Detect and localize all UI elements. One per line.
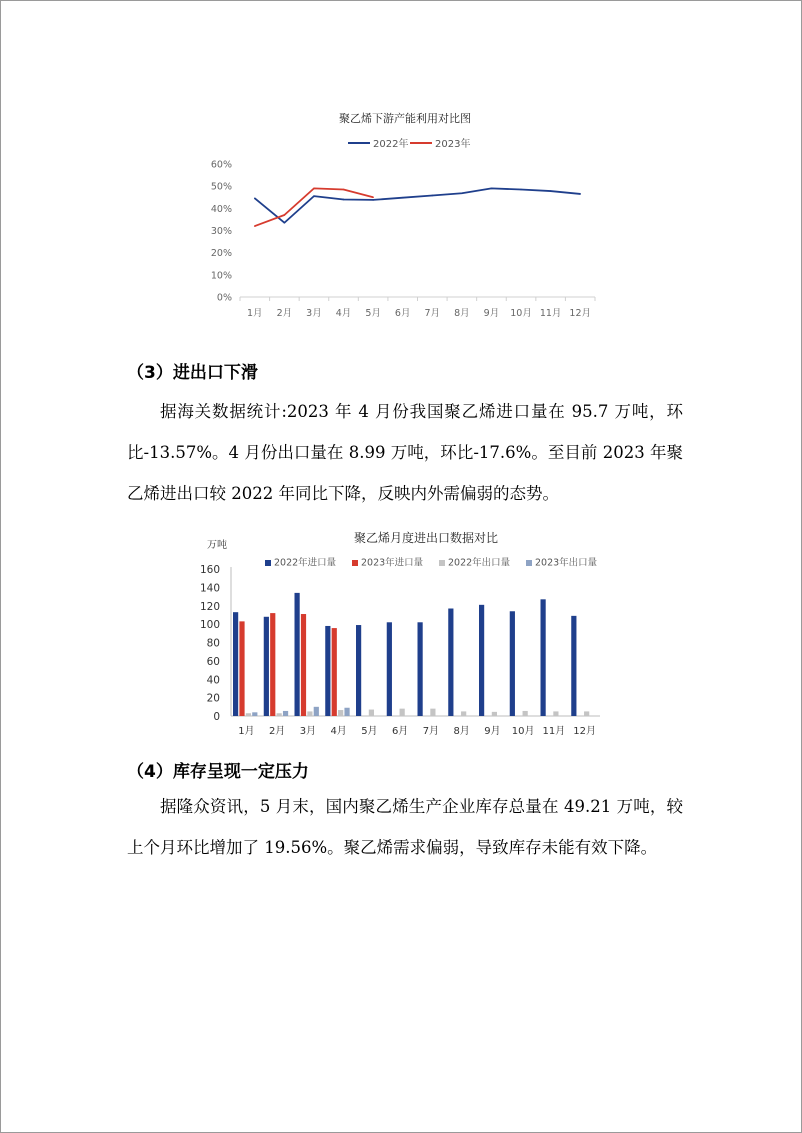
bar-2022年进口量 (233, 612, 238, 716)
chart-title: 聚乙烯下游产能利用对比图 (339, 112, 471, 125)
y-tick-label: 60% (210, 159, 232, 171)
x-tick-label: 10月 (511, 726, 535, 737)
y-tick-label: 60 (206, 655, 220, 668)
data-point (491, 188, 493, 190)
data-point (550, 190, 552, 192)
bar-2022年出口量 (307, 711, 312, 716)
bar-2022年出口量 (553, 711, 558, 716)
bar-2023年出口量 (314, 707, 319, 716)
bar-2022年进口量 (571, 616, 576, 716)
chart-legend (348, 137, 470, 150)
data-point (372, 199, 374, 201)
section-3-paragraph: 据海关数据统计:2023 年 4 月份我国聚乙烯进口量在 95.7 万吨，环比-13.57%。4 月份出口量在 8.99 万吨，环比-17.6%。至目前 2023 年聚乙烯进出口较 2022 年同比下降，反映内外需偏弱的态势。 (127, 402, 683, 503)
x-tick-label: 9月 (483, 308, 500, 319)
x-tick-label: 2月 (268, 726, 286, 737)
section-4-heading: （4）库存呈现一定压力 (127, 762, 309, 782)
x-tick-label: 8月 (453, 726, 470, 737)
bar-2022年出口量 (461, 711, 466, 716)
bar-2022年进口量 (264, 617, 269, 716)
legend-swatch (439, 560, 445, 566)
y-tick-label: 30% (210, 226, 232, 237)
bar-2022年进口量 (356, 625, 361, 716)
data-point (431, 195, 433, 197)
x-tick-label: 1月 (247, 308, 263, 319)
y-tick-label: 80 (206, 637, 220, 650)
series-line-2023年 (255, 188, 373, 226)
bar-2023年出口量 (344, 708, 349, 716)
bar-2022年出口量 (338, 710, 343, 716)
section-3-heading: （3）进出口下滑 (127, 363, 258, 383)
y-tick-label: 0% (216, 292, 232, 304)
data-point (461, 192, 463, 194)
bar-2022年出口量 (369, 710, 374, 716)
bar-2022年出口量 (400, 709, 405, 716)
bar-2022年进口量 (479, 605, 484, 716)
chart-legend (265, 557, 598, 569)
data-point (254, 198, 256, 200)
x-tick-label: 3月 (306, 308, 322, 319)
y-tick-label: 140 (199, 582, 220, 595)
bar-2022年进口量 (510, 611, 515, 716)
series-line-2022年 (255, 188, 580, 222)
bar-2023年进口量 (332, 628, 337, 716)
bar-2022年进口量 (295, 593, 300, 716)
bar-2022年进口量 (418, 622, 423, 716)
bar-2022年进口量 (387, 622, 392, 716)
y-tick-label: 160 (199, 564, 220, 576)
x-tick-label: 5月 (365, 308, 381, 319)
data-point (372, 196, 374, 198)
y-axis-unit-label: 万吨 (207, 540, 227, 551)
x-tick-label: 11月 (539, 308, 562, 319)
x-tick-label: 3月 (299, 726, 317, 737)
data-point (284, 214, 286, 216)
x-tick-label: 8月 (454, 308, 470, 319)
x-tick-label: 12月 (573, 726, 596, 737)
bar-2022年进口量 (325, 626, 330, 716)
legend-swatch (526, 560, 532, 566)
x-tick-label: 4月 (335, 308, 352, 319)
x-tick-label: 6月 (394, 308, 411, 319)
bar-2022年出口量 (277, 713, 282, 716)
x-tick-label: 7月 (422, 726, 440, 737)
y-tick-label: 120 (199, 600, 220, 613)
legend-label-2023: 2023年 (435, 139, 471, 150)
data-point (402, 197, 404, 199)
x-tick-label: 12月 (569, 308, 592, 319)
data-point (313, 188, 315, 190)
bar-2022年出口量 (246, 713, 251, 716)
legend-label: 2022年进口量 (274, 557, 337, 569)
legend-label: 2022年出口量 (448, 557, 511, 569)
y-tick-label: 0 (213, 711, 220, 723)
x-tick-label: 2月 (276, 308, 293, 319)
y-tick-label: 10% (210, 270, 232, 282)
bar-2023年出口量 (283, 711, 288, 716)
legend-label-2022: 2022年 (373, 139, 409, 150)
chart-title: 聚乙烯月度进出口数据对比 (353, 531, 499, 545)
data-point (313, 195, 315, 197)
data-point (520, 189, 522, 191)
utilization-line-chart (200, 100, 620, 325)
y-tick-label: 50% (210, 181, 232, 193)
x-tick-label: 11月 (542, 726, 566, 737)
section-4-paragraph: 据隆众资讯，5 月末，国内聚乙烯生产企业库存总量在 49.21 万吨，较上个月环比增加了 19.56%。聚乙烯需求偏弱，导致库存未能有效下降。 (127, 797, 683, 857)
x-tick-label: 6月 (391, 726, 409, 737)
bar-2022年出口量 (492, 712, 497, 716)
y-tick-label: 20 (206, 692, 220, 705)
y-tick-label: 40% (210, 203, 232, 215)
bar-2022年进口量 (448, 609, 453, 716)
x-tick-label: 7月 (424, 308, 441, 319)
bar-2023年出口量 (252, 712, 257, 716)
x-tick-label: 1月 (238, 726, 255, 737)
x-tick-label: 4月 (330, 726, 347, 737)
bar-2022年出口量 (430, 709, 435, 716)
bar-2023年进口量 (301, 614, 306, 716)
data-point (284, 222, 286, 224)
y-tick-label: 100 (199, 619, 220, 632)
bar-2022年进口量 (541, 599, 546, 716)
legend-swatch (352, 560, 358, 566)
x-tick-label: 10月 (510, 308, 532, 319)
bar-2023年进口量 (270, 613, 275, 716)
import-export-bar-chart (195, 522, 615, 747)
data-point (254, 225, 256, 227)
data-point (579, 193, 581, 195)
data-point (343, 189, 345, 191)
legend-label: 2023年进口量 (361, 557, 424, 569)
data-point (343, 199, 345, 201)
bar-2022年出口量 (523, 711, 528, 716)
x-tick-label: 9月 (484, 726, 501, 737)
bar-2022年出口量 (584, 711, 589, 716)
x-tick-label: 5月 (361, 726, 378, 737)
y-tick-label: 20% (210, 248, 232, 260)
legend-swatch (265, 560, 271, 566)
legend-label: 2023年出口量 (535, 557, 598, 569)
bar-2023年进口量 (239, 621, 244, 716)
y-tick-label: 40 (206, 674, 220, 687)
